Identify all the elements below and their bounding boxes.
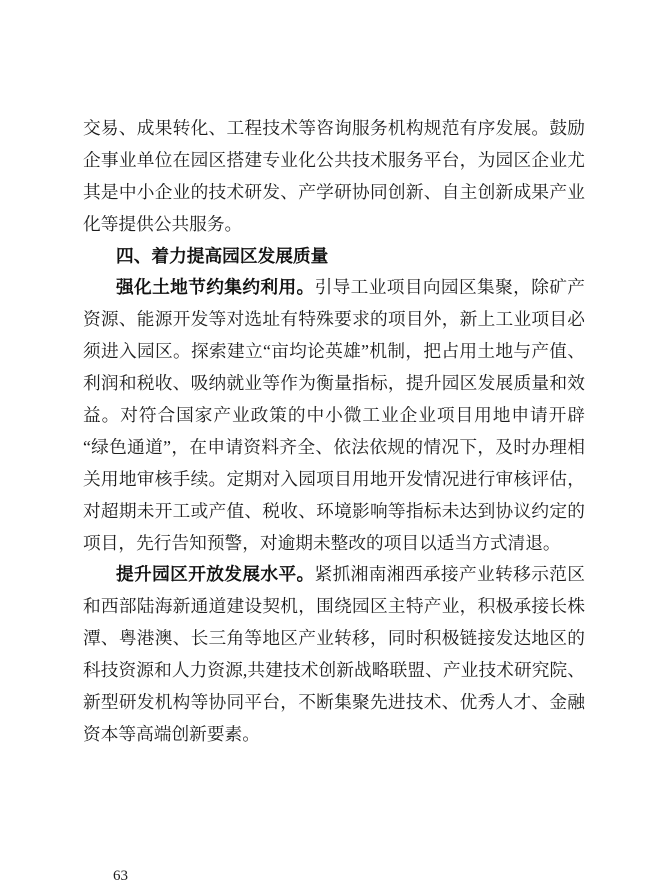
page-number: 63 xyxy=(113,868,128,884)
text-line: 关用地审核手续。定期对入园项目用地开发情况进行审核评估， xyxy=(83,468,585,489)
text-line: 项目，先行告知预警，对逾期未整改的项目以适当方式清退。 xyxy=(83,532,561,553)
text-line: 强化土地节约集约利用。引导工业项目向园区集聚，除矿产 xyxy=(116,277,585,298)
text-line: 提升园区开放发展水平。紧抓湘南湘西承接产业转移示范区 xyxy=(116,564,585,585)
section-heading: 四、着力提高园区发展质量 xyxy=(116,245,329,266)
text-line: 和西部陆海新通道建设契机，围绕园区主特产业，积极承接长株 xyxy=(83,596,585,617)
paragraph-lead-bold: 提升园区开放发展水平。 xyxy=(116,564,315,585)
text-line: 化等提供公共服务。 xyxy=(83,213,243,234)
text-line: 交易、成果转化、工程技术等咨询服务机构规范有序发展。鼓励 xyxy=(83,118,585,138)
text-line: 资本等高端创新要素。 xyxy=(83,723,260,744)
text-line: 对超期未开工或产值、税收、环境影响等指标未达到协议约定的 xyxy=(83,500,585,521)
text-line: 须进入园区。探索建立“亩均论英雄”机制，把占用土地与产值、 xyxy=(83,341,585,362)
text-line: 潭、粤港澳、长三角等地区产业转移，同时积极链接发达地区的 xyxy=(83,628,585,649)
text-line: 资源、能源开发等对选址有特殊要求的项目外，新上工业项目必 xyxy=(83,309,585,330)
text-line: 科技资源和人力资源,共建技术创新战略联盟、产业技术研究院、 xyxy=(83,660,585,681)
text-line: 其是中小企业的技术研发、产学研协同创新、自主创新成果产业 xyxy=(83,181,585,202)
paragraph-lead-bold: 强化土地节约集约利用。 xyxy=(116,277,315,298)
text-line: 企事业单位在园区搭建专业化公共技术服务平台，为园区企业尤 xyxy=(83,149,585,170)
text-line: 利润和税收、吸纳就业等作为衡量指标，提升园区发展质量和效 xyxy=(83,373,585,394)
text-line: 新型研发机构等协同平台，不断集聚先进技术、优秀人才、金融 xyxy=(83,692,585,713)
text-line: “绿色通道”，在申请资料齐全、依法依规的情况下，及时办理相 xyxy=(83,436,585,457)
document-body xyxy=(83,113,585,751)
text-line: 益。对符合国家产业政策的中小微工业企业项目用地申请开辟 xyxy=(83,405,585,426)
